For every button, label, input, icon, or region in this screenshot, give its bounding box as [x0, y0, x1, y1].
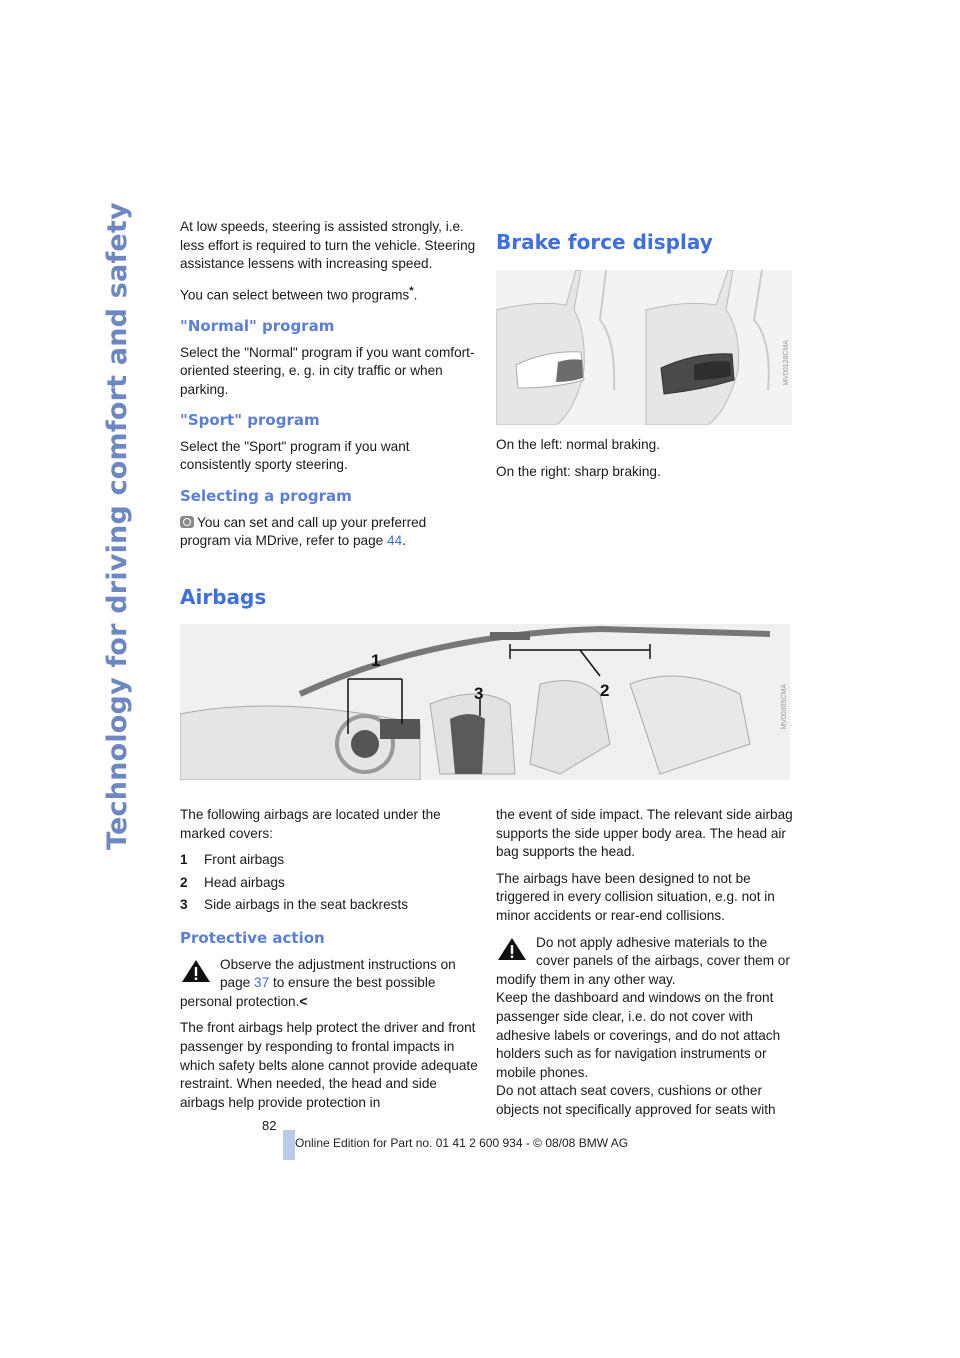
figure-code: MV00305CMA [781, 684, 788, 730]
list-item: 1 Front airbags [180, 852, 285, 868]
mdrive-icon [180, 516, 194, 528]
brake-force-illustration [496, 270, 792, 425]
sport-program-text: Select the "Sport" program if you want consistently sporty steering. [180, 438, 410, 473]
selecting-program-heading: Selecting a program [180, 487, 352, 506]
caption-normal-braking: On the left: normal braking. [496, 437, 660, 452]
airbags-heading: Airbags [180, 585, 267, 609]
airbag-design-note: The airbags have been designed to not be triggered in every collision situation, e.g. not in minor accidents or rear-end collisions. [496, 870, 775, 923]
airbags-left-column [180, 806, 480, 1120]
end-mark: < [299, 993, 308, 1009]
normal-program-heading: "Normal" program [180, 316, 335, 335]
car-interior-drawing [180, 624, 790, 780]
side-airbag-seat-backrest [450, 714, 485, 774]
steering-section [180, 218, 480, 559]
callout-2: 2 [600, 681, 610, 700]
left-tail-light [556, 359, 583, 382]
sport-program-heading: "Sport" program [180, 411, 320, 430]
callout-3: 3 [474, 684, 484, 703]
warning-note: Observe the adjustment instructions on page 37 to ensure the best possible personal protection.< [180, 956, 456, 1009]
page-44-link[interactable]: 44 [387, 533, 403, 549]
caption-sharp-braking: On the right: sharp braking. [496, 463, 661, 479]
steering-intro: At low speeds, steering is assisted strongly, i.e. less effort is required to turn the vehicle. Steering assistance lessens with increasing speed. [180, 219, 476, 272]
brake-force-section [496, 230, 796, 254]
callout-1: 1 [371, 651, 381, 670]
protective-action-heading: Protective action [180, 928, 325, 947]
airbags-right-column [496, 806, 796, 1120]
normal-program-text: Select the "Normal" program if you want comfort-oriented steering, e. g. in city traffic or when parking. [180, 344, 475, 397]
optional-equipment-asterisk: * [409, 284, 414, 297]
side-impact-text: the event of side impact. The relevant side airbag supports the side upper body area. The head air bag supports the head. [496, 807, 793, 860]
page-number: 82 [262, 1118, 277, 1133]
brake-force-heading: Brake force display [496, 230, 713, 254]
brake-force-captions [496, 436, 796, 489]
list-item: 3 Side airbags in the seat backrests [180, 897, 409, 913]
warning-dashboard: Keep the dashboard and windows on the front passenger side clear, i.e. do not cover with adhesive labels or coverings, and do not attach holders such as for navigation instruments or mobile phones. [496, 990, 781, 1080]
warning-icon [180, 958, 212, 984]
chapter-title: Technology for driving comfort and safety [102, 202, 133, 850]
warning-adhesive: Do not apply adhesive materials to the cover panels of the airbags, cover them or modify them in any other way. [496, 934, 790, 987]
figure-code: MV00128CMA [783, 340, 790, 386]
list-item: 2 Head airbags [180, 874, 285, 890]
tail-lights-drawing [496, 270, 792, 425]
front-airbag-passenger [380, 719, 420, 739]
front-airbag-steering-wheel [351, 730, 379, 758]
page-37-link[interactable]: 37 [254, 975, 270, 991]
steering-select-text: You can select between two programs*. [180, 284, 418, 303]
selecting-program-text: You can set and call up your preferred program via MDrive, refer to page 44. [180, 514, 427, 549]
airbag-locations-illustration [180, 624, 790, 780]
airbags-intro: The following airbags are located under the marked covers: [180, 807, 441, 841]
footer-accent-bar [283, 1130, 295, 1160]
warning-icon [496, 936, 528, 962]
edition-footer: Online Edition for Part no. 01 41 2 600 934 - © 08/08 BMW AG [295, 1136, 629, 1150]
warning-seat-covers: Do not attach seat covers, cushions or other objects not specifically approved for seats with [496, 1083, 776, 1117]
warning-note [496, 934, 796, 1120]
protective-action-body: The front airbags help protect the driver and front passenger by responding to frontal impacts in which safety belts alone cannot provide adequate restraint. When needed, the head and side airbags help provide protection in [180, 1020, 478, 1110]
